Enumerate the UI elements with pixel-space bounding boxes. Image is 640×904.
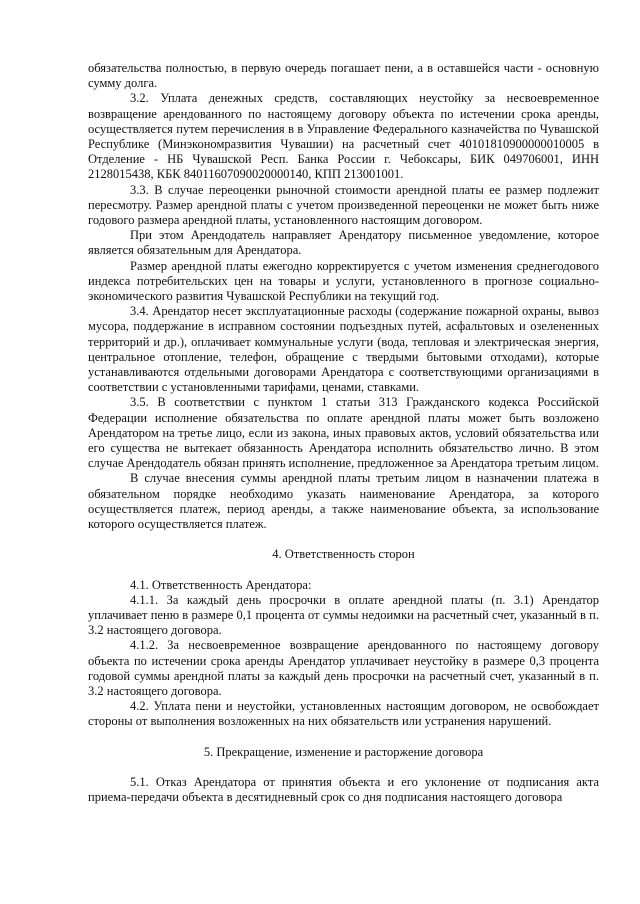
section-4-heading: 4. Ответственность сторон	[272, 547, 415, 562]
spacer	[88, 730, 599, 745]
paragraph-5-1: 5.1. Отказ Арендатора от принятия объекта и его уклонение от подписания акта приема-передачи объекта в десятидневный срок со дня подписания настоящего договора	[88, 774, 599, 804]
paragraph-3-4: 3.4. Арендатор несет эксплуатационные расходы (содержание пожарной охраны, вывоз мусора, поддержание в исправном состоянии подъездных путей, асфальтовых и озелененных территорий и др.), оплачивает коммунальные услуги (вода, тепловая и электрическая энергия, центральное отопление, телефон, обращение с твердыми бытовыми отходами), которые устанавливаются отдельными договорами Арендатора с соответствующими организациями в соответствии с установленными тарифами, ценами, ставками.	[88, 304, 599, 395]
spacer	[88, 563, 599, 578]
spacer	[88, 532, 599, 547]
paragraph-3-3: 3.3. В случае переоценки рыночной стоимости арендной платы ее размер подлежит пересмотру. Размер арендной платы с учетом произведенной переоценки не может быть ниже годового размера арендной платы, установленного настоящим договором.	[88, 182, 599, 228]
paragraph-4-1-1: 4.1.1. За каждый день просрочки в оплате арендной платы (п. 3.1) Арендатор уплачивает пеню в размере 0,1 процента от суммы недоимки на расчетный счет, указанный в п. 3.2 настоящего договора.	[88, 592, 599, 638]
paragraph-4-1-2: 4.1.2. За несвоевременное возвращение арендованного по настоящему договору объекта по истечении срока аренды Арендатор уплачивает неустойку в размере 0,3 процента годовой суммы арендной платы за каждый день просрочки на расчетный счет, указанный в п. 3.2 настоящего договора.	[88, 638, 599, 698]
paragraph-third-party: В случае внесения суммы арендной платы третьим лицом в назначении платежа в обязательном порядке необходимо указать наименование Арендатора, за которого осуществляется платеж, период аренды, а также наименование объекта, за использование которого осуществляется платеж.	[88, 471, 599, 532]
paragraph-4-2: 4.2. Уплата пени и неустойки, установленных настоящим договором, не освобождает стороны от выполнения возложенных на них обязательств или устранения нарушений.	[88, 699, 599, 729]
paragraph-3-2: 3.2. Уплата денежных средств, составляющих неустойку за несвоевременное возвращение арендованного по настоящему договору объекта по истечении срока аренды, осуществляется путем перечисления в в Управление Федерального казначейства по Чувашской Республике (Минэкономразвития Чувашии) на расчетный счет 40101810900000010005 в Отделение - НБ Чувашской Респ. Банка России г. Чебоксары, БИК 049706001, ИНН 2128015438, КБК 84011607090020000140, КПП 213001001.	[88, 91, 599, 182]
section-5-heading: 5. Прекращение, изменение и расторжение договора	[203, 744, 484, 759]
paragraph-4-1: 4.1. Ответственность Арендатора:	[130, 577, 312, 592]
paragraph-continuation: обязательства полностью, в первую очередь погашает пени, а в оставшейся части - основную сумму долга.	[88, 61, 599, 91]
spacer	[88, 760, 599, 775]
paragraph-indexation: Размер арендной платы ежегодно корректируется с учетом изменения среднегодового индекса потребительских цен на товары и услуги, установленного в прогнозе социально-экономического развития Чувашской Республики на текущий год.	[88, 258, 599, 304]
paragraph-notice: При этом Арендодатель направляет Арендатору письменное уведомление, которое является обязательным для Арендатора.	[88, 228, 599, 258]
paragraph-3-5: 3.5. В соответствии с пунктом 1 статьи 313 Гражданского кодекса Российской Федерации исполнение обязательства по оплате арендной платы может быть возложено Арендатором на третье лицо, если из закона, иных правовых актов, условий обязательства или его существа не вытекает обязанность Арендатора исполнить обязательство лично. В этом случае Арендодатель обязан принять исполнение, предложенное за Арендатора третьим лицом.	[88, 395, 599, 471]
